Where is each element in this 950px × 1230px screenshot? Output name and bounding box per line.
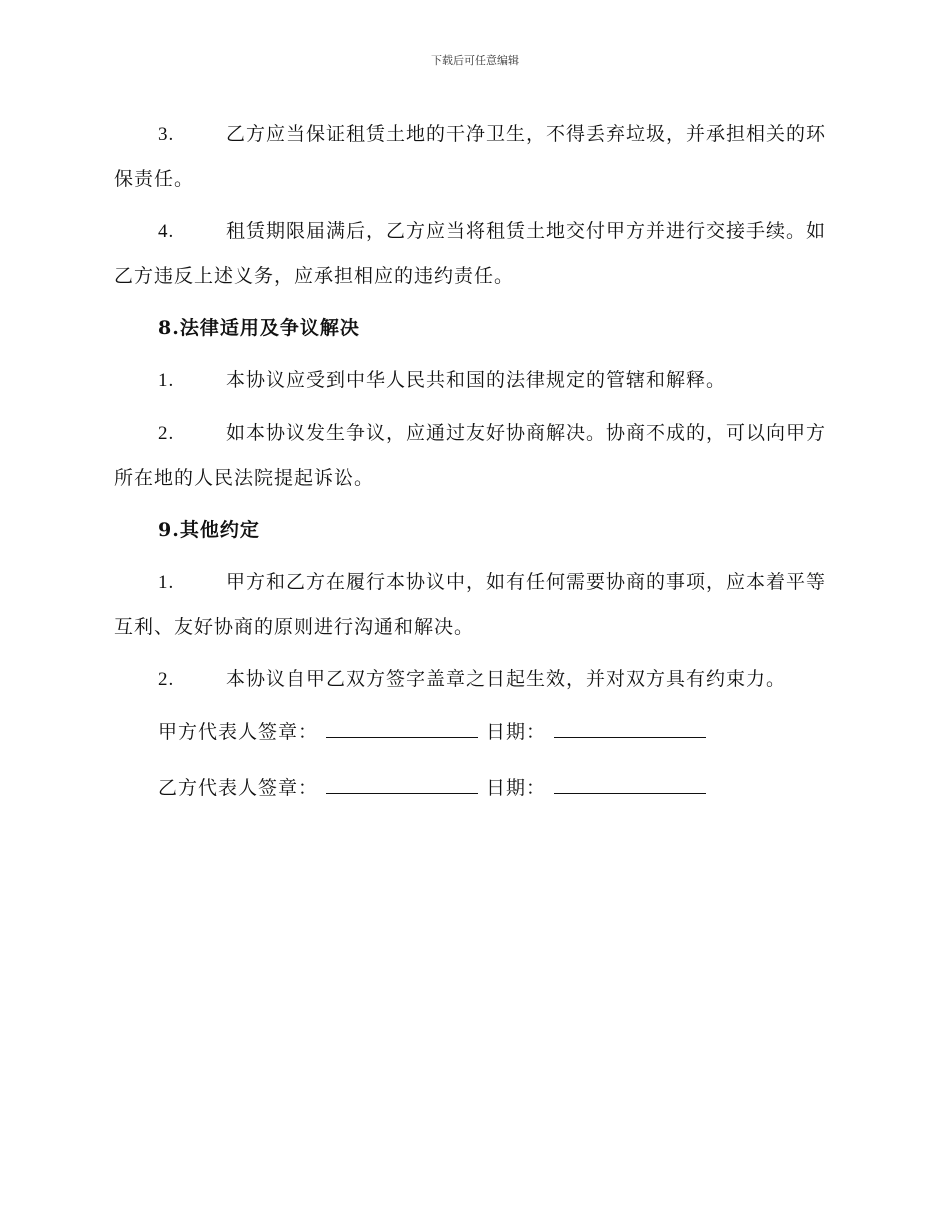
party-b-signature-row (114, 766, 836, 810)
clause-number: 1. (158, 370, 175, 391)
party-a-date-label: 日期： (486, 721, 547, 743)
clause-text: 甲方和乙方在履行本协议中，如有任何需要协商的事项，应本着平等互利、友好协商的原则进行沟通和解决。 (114, 571, 827, 638)
party-b-signature-label: 乙方代表人签章： (158, 777, 319, 799)
clause-text: 本协议应受到中华人民共和国的法律规定的管辖和解释。 (226, 369, 727, 391)
page-header-note: 下载后可任意编辑 (431, 54, 519, 67)
clause-number: 2. (158, 669, 175, 690)
clause-text: 乙方应当保证租赁土地的干净卫生，不得丢弃垃圾，并承担相关的环保责任。 (114, 123, 827, 190)
section-9-title: 9.其他约定 (158, 519, 260, 541)
party-a-signature-field[interactable] (326, 711, 478, 738)
clause-number: 2. (158, 423, 175, 444)
party-b-date-label: 日期： (486, 777, 547, 799)
clause-text: 本协议自甲乙双方签字盖章之日起生效，并对双方具有约束力。 (226, 668, 787, 690)
party-a-date-field[interactable] (554, 711, 706, 738)
clause-number: 1. (158, 572, 175, 593)
clause-8-1 (114, 358, 836, 403)
clause-8-2 (114, 411, 836, 500)
clause-text: 如本协议发生争议，应通过友好协商解决。协商不成的，可以向甲方所在地的人民法院提起诉讼。 (114, 422, 827, 489)
clause-7-3 (114, 112, 836, 201)
clause-number: 4. (158, 221, 175, 242)
party-b-signature-field[interactable] (326, 767, 478, 794)
clause-7-4 (114, 209, 836, 298)
clause-9-1 (114, 560, 836, 649)
document-body (114, 112, 836, 822)
clause-number: 3. (158, 124, 175, 145)
party-b-date-field[interactable] (554, 767, 706, 794)
clause-9-2 (114, 657, 836, 702)
section-8-title: 8.法律适用及争议解决 (158, 317, 360, 339)
party-a-signature-label: 甲方代表人签章： (158, 721, 319, 743)
clause-text: 租赁期限届满后，乙方应当将租赁土地交付甲方并进行交接手续。如乙方违反上述义务，应承担相应的违约责任。 (114, 220, 827, 287)
party-a-signature-row (114, 710, 836, 754)
